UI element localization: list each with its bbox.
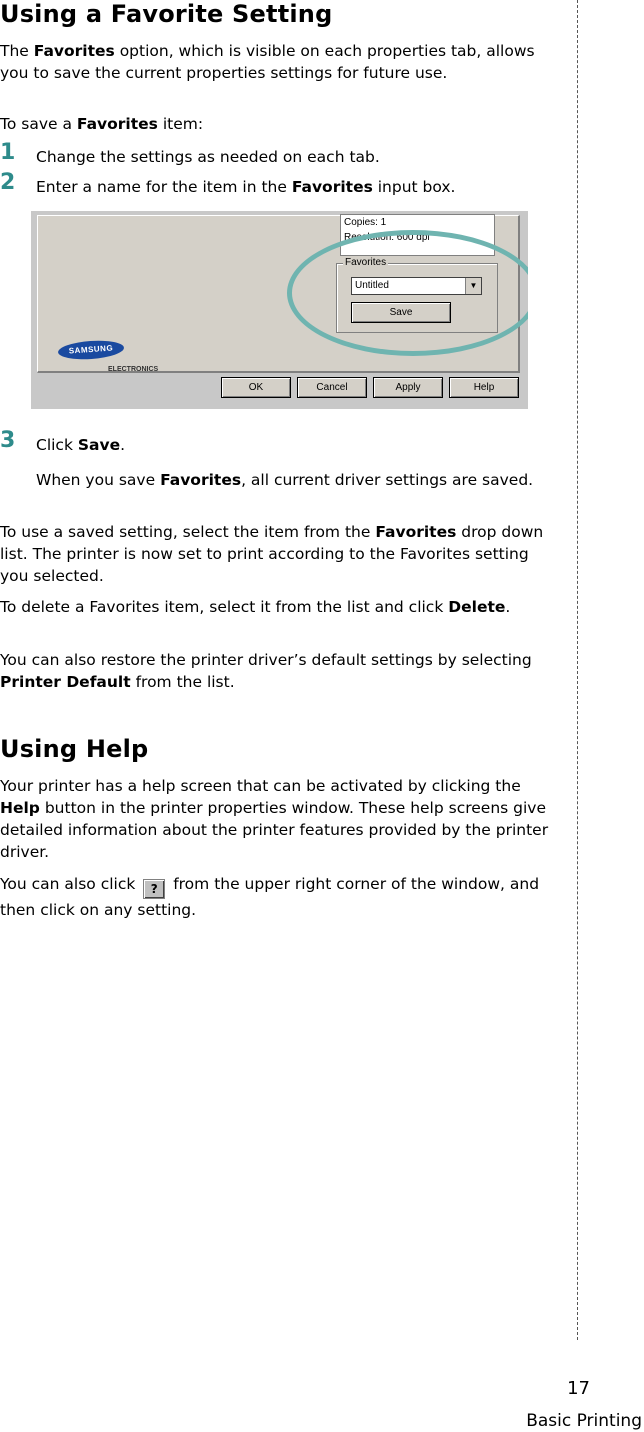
help-para-2	[0, 873, 560, 921]
step-number: 2	[0, 170, 16, 195]
cancel-button[interactable]: Cancel	[297, 377, 367, 398]
section-title-help: Using Help	[0, 735, 149, 763]
bold-term: Save	[77, 436, 121, 454]
help-button[interactable]: Help	[449, 377, 519, 398]
text: To use a saved setting, select the item from the	[0, 523, 376, 541]
section-title-favorites: Using a Favorite Setting	[0, 0, 333, 28]
text: option, which is visible on each properties tab, allows you to save the current properties settings for future use.	[0, 42, 535, 82]
bold-term: Favorites	[160, 471, 242, 489]
text: .	[120, 436, 126, 454]
text: You can also click	[0, 875, 141, 893]
samsung-logo-sub: ELECTRONICS	[108, 366, 159, 373]
help-question-icon: ?	[143, 879, 165, 899]
step-number: 1	[0, 140, 16, 165]
text: item:	[157, 115, 204, 133]
step-text: Change the settings as needed on each tab.	[36, 148, 380, 166]
bold-term: Printer Default	[0, 673, 131, 691]
text: The	[0, 42, 34, 60]
restore-para	[0, 649, 560, 693]
save-button[interactable]: Save	[351, 302, 451, 323]
step-number: 3	[0, 428, 16, 453]
step-text	[36, 434, 556, 456]
step-3-note	[36, 469, 556, 491]
summary-copies: Copies: 1	[344, 217, 387, 228]
step-text	[36, 176, 556, 198]
bold-term: Delete	[448, 598, 506, 616]
summary-resolution: Resolution: 600 dpi	[344, 232, 430, 243]
text: You can also restore the printer driver’s default settings by selecting	[0, 651, 532, 669]
text: To save a	[0, 115, 77, 133]
ok-button[interactable]: OK	[221, 377, 291, 398]
use-saved-para	[0, 521, 560, 587]
apply-button[interactable]: Apply	[373, 377, 443, 398]
text: from the upper right corner of the window, and then click on any setting.	[0, 875, 540, 919]
page-number: 17	[567, 1378, 590, 1399]
bold-term: Favorites	[76, 115, 158, 133]
favorites-value: Untitled	[355, 280, 389, 291]
text: button in the printer properties window. These help screens give detailed information about the printer features provided by the printer driver.	[0, 799, 549, 861]
chapter-name: Basic Printing	[526, 1411, 642, 1431]
text: , all current driver settings are saved.	[241, 471, 534, 489]
chevron-down-icon[interactable]: ▼	[465, 278, 481, 294]
bold-term: Favorites	[291, 178, 373, 196]
text: .	[505, 598, 511, 616]
text: drop down list. The printer is now set to print according to the Favorites setting you selected.	[0, 523, 544, 585]
text: To delete a Favorites item, select it from the list and click	[0, 598, 449, 616]
text: When you save	[36, 471, 161, 489]
samsung-logo: SAMSUNG	[57, 339, 124, 362]
favorites-screenshot	[31, 211, 528, 409]
delete-para	[0, 596, 560, 618]
bold-term: Favorites	[375, 523, 457, 541]
text: Click	[36, 436, 78, 454]
bold-term: Help	[0, 799, 40, 817]
text: from the list.	[130, 673, 235, 691]
bold-term: Favorites	[33, 42, 115, 60]
text: Enter a name for the item in the	[36, 178, 292, 196]
favorites-intro	[0, 40, 560, 84]
favorites-legend: Favorites	[345, 257, 387, 268]
help-para-1	[0, 775, 560, 863]
highlight-ellipse	[287, 230, 528, 356]
text: Your printer has a help screen that can be activated by clicking the	[0, 777, 521, 795]
to-save-line	[0, 113, 560, 135]
text: input box.	[372, 178, 456, 196]
margin-dash-line	[577, 0, 578, 1340]
